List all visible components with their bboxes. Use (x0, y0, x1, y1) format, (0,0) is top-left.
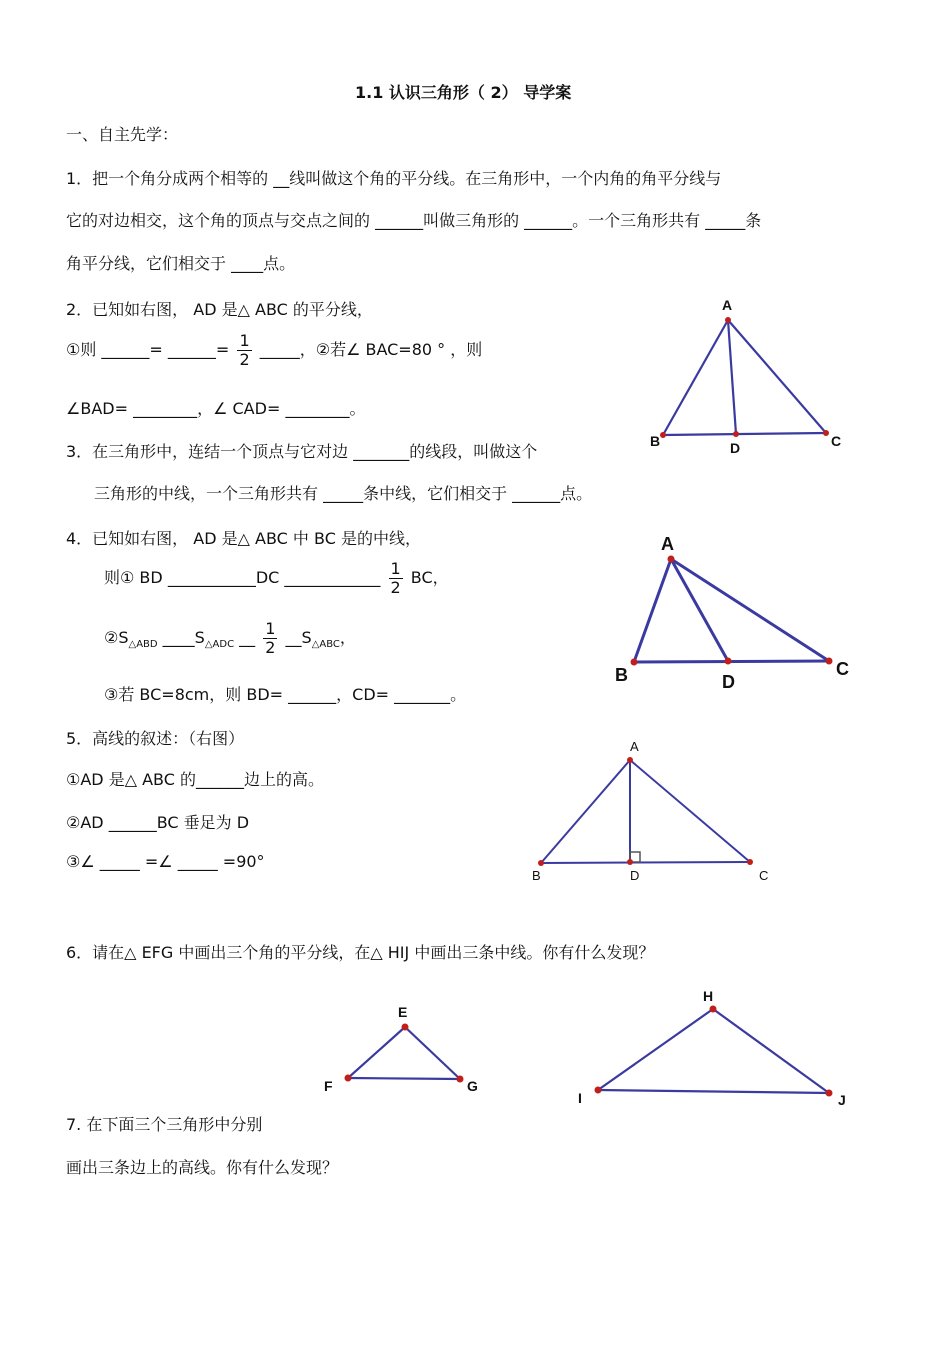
q7-line2: 画出三条边上的高线。你有什么发现？ (66, 1158, 339, 1177)
fraction-den: 2 (239, 350, 250, 369)
efg-label-g: G (467, 1078, 478, 1094)
q3-line1: 3．在三角形中，连结一个顶点与它对边 _______的线段，叫做这个 (66, 442, 538, 461)
fraction-num: 1 (390, 559, 401, 578)
q4-sub-abc: △ABC (311, 639, 340, 651)
q4-line4: ③若 BC=8cm，则 BD= ______，CD= _______。 (104, 685, 467, 704)
q4-line2a: 则① BD ___________DC ____________ (104, 568, 381, 587)
fig2-label-c: C (836, 659, 849, 679)
fraction-den: 2 (390, 578, 401, 597)
q4-sub-abd: △ABD (128, 639, 158, 651)
fraction-num: 1 (265, 619, 276, 638)
q2-line1: 2．已知如右图， AD 是△ ABC 的平分线， (66, 300, 373, 319)
q4-line1: 4．已知如右图， AD 是△ ABC 中 BC 是的中线， (66, 529, 421, 548)
fig2-label-a: A (661, 534, 674, 554)
fig2-label-b: B (615, 665, 628, 685)
fraction-den: 2 (265, 638, 276, 657)
q4-comma: ， (339, 628, 356, 647)
section-heading: 一、自主先学： (66, 125, 179, 144)
q1-line1: 1．把一个角分成两个相等的 __线叫做这个角的平分线。在三角形中，一个内角的角平分线与 (66, 169, 722, 188)
q4-s2: ____S (157, 628, 205, 647)
q5-line3: ②AD ______BC 垂足为 D (66, 813, 250, 832)
hij-label-i: I (578, 1090, 582, 1106)
q1-line3: 角平分线，它们相交于 ____点。 (66, 254, 296, 273)
q2-line2a: ①则 ______= ______= (66, 340, 230, 359)
fig1-label-c: C (831, 433, 842, 449)
q5-line4: ③∠ _____ =∠ _____ =90° (66, 852, 265, 871)
fig3-label-b: B (532, 868, 541, 883)
q7-line1: 7. 在下面三个三角形中分别 (66, 1115, 263, 1134)
efg-label-f: F (324, 1078, 333, 1094)
page-title: 1.1 认识三角形（ 2） 导学案 (355, 83, 572, 102)
fraction-num: 1 (239, 331, 250, 350)
hij-label-h: H (703, 988, 714, 1004)
q4-s: ②S (104, 628, 129, 647)
q4-sub-adc: △ADC (204, 639, 235, 651)
fig2-label-d: D (722, 672, 735, 692)
q4-line2b: BC， (410, 568, 449, 587)
fig1-label-b: B (650, 433, 661, 449)
q3-line2: 三角形的中线，一个三角形共有 _____条中线，它们相交于 ______点。 (94, 484, 593, 503)
q2-line3: ∠BAD= ________，∠ CAD= ________。 (66, 399, 366, 418)
q6-text: 6．请在△ EFG 中画出三个角的平分线，在△ HIJ 中画出三条中线。你有什么发现？ (66, 943, 655, 962)
q1-line2: 它的对边相交，这个角的顶点与交点之间的 ______叫做三角形的 ______。一个三角形共有 _____条 (66, 211, 762, 230)
fig1-label-d: D (730, 440, 741, 456)
hij-label-j: J (838, 1092, 846, 1108)
q5-line1: 5．高线的叙述：（右图） (66, 729, 245, 748)
q4-s3: __S (280, 628, 312, 647)
fig3-label-a: A (630, 739, 639, 754)
efg-label-e: E (398, 1004, 408, 1020)
q2-line2b: _____，②若∠ BAC=80 ° ，则 (259, 340, 483, 359)
fig1-label-a: A (722, 297, 733, 313)
q4-blank: __ (234, 628, 256, 647)
fig3-label-d: D (630, 868, 640, 883)
q5-line2: ①AD 是△ ABC 的______边上的高。 (66, 770, 324, 789)
fig3-label-c: C (759, 868, 769, 883)
